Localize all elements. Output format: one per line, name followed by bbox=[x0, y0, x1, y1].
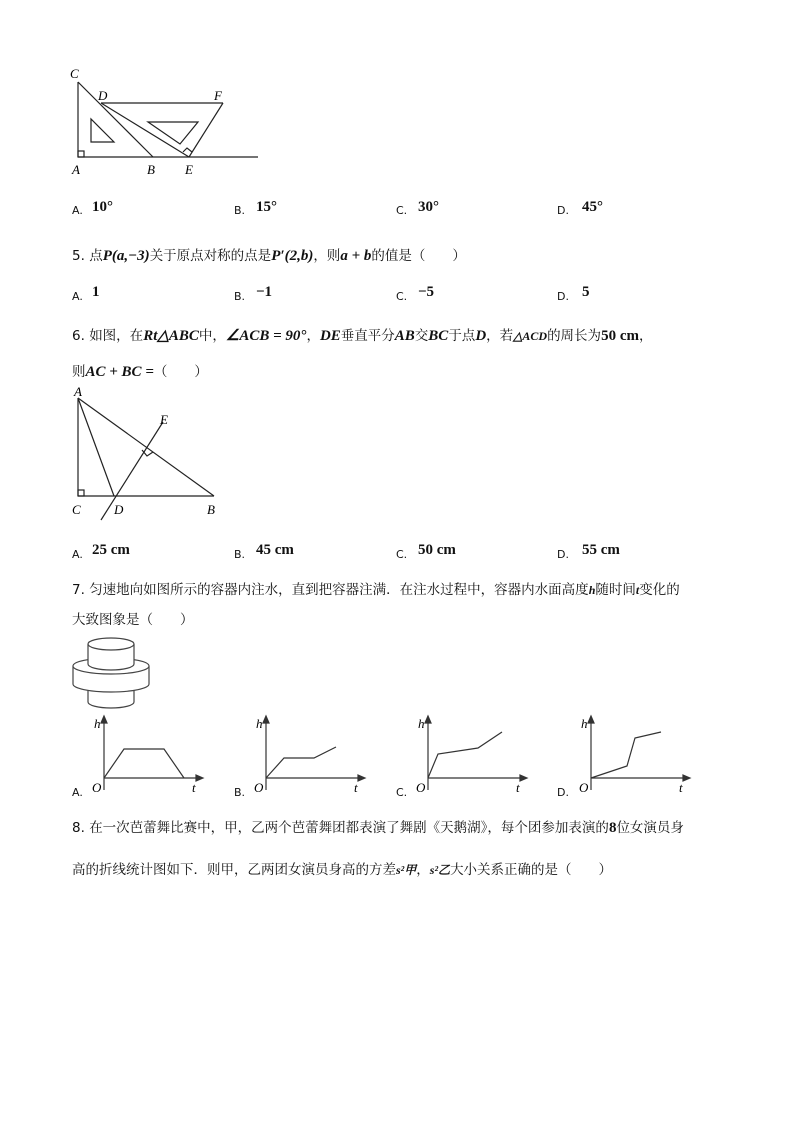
question-7-line-2 bbox=[72, 608, 194, 628]
q6-math-ab: AB bbox=[394, 328, 415, 344]
q6-text-6: 于点 bbox=[448, 328, 476, 344]
q6-text-5: 交 bbox=[414, 328, 429, 344]
q6-text-8: 的周长为 bbox=[547, 328, 602, 344]
q5-option-b-letter: B. bbox=[234, 290, 246, 303]
q5-option-d-value: 5 bbox=[582, 284, 590, 300]
graph-d-h-label: h bbox=[581, 716, 588, 731]
q5-text-2: 关于原点对称的点是 bbox=[149, 248, 272, 264]
q4-option-b-value: 15° bbox=[256, 199, 277, 215]
fig6-label-c: C bbox=[72, 502, 81, 517]
question-7-line-1 bbox=[72, 578, 680, 598]
q6-math-d: D bbox=[475, 328, 487, 344]
q8-text-2: 位女演员身 bbox=[616, 820, 684, 836]
q5-option-a-value: 1 bbox=[92, 284, 100, 300]
graph-b-t-label: t bbox=[354, 780, 358, 795]
q6-math-angle: ∠ACB = 90° bbox=[225, 328, 307, 344]
graph-d bbox=[575, 712, 695, 797]
q6-option-a-value: 25 cm bbox=[92, 542, 130, 558]
q6-option-b-letter: B. bbox=[234, 548, 246, 561]
q4-option-a-letter: A. bbox=[72, 204, 83, 217]
fig4-label-d: D bbox=[98, 88, 108, 103]
q7-number: 7. bbox=[72, 582, 85, 598]
q6-text-3: ， bbox=[306, 328, 320, 344]
q6-option-d-letter: D. bbox=[557, 548, 569, 561]
q4-option-c-letter: C. bbox=[396, 204, 408, 217]
fig6-label-d: D bbox=[114, 502, 124, 517]
q7-math-h: h bbox=[588, 583, 596, 597]
q6-option-c-letter: C. bbox=[396, 548, 408, 561]
question-8-line-2: 高的折线统计图如下．则甲，乙两团女演员身高的方差s²甲，s²乙大小关系正确的是（ ） bbox=[72, 862, 613, 878]
q6-math-bc: BC bbox=[428, 328, 449, 344]
q7-text-3: 变化的 bbox=[639, 582, 680, 598]
q6-text-11: （ ） bbox=[153, 364, 208, 380]
q6-math-de: DE bbox=[319, 328, 341, 344]
q6-option-b-value: 45 cm bbox=[256, 542, 294, 558]
fig4-label-f: F bbox=[214, 88, 222, 103]
q7-math-t: t bbox=[635, 583, 640, 597]
q6-number: 6. bbox=[72, 328, 85, 344]
graph-a-t-label: t bbox=[192, 780, 196, 795]
q4-option-d-value: 45° bbox=[582, 199, 603, 215]
q8-text-1: 在一次芭蕾舞比赛中，甲，乙两个芭蕾舞团都表演了舞剧《天鹅湖》，每个团参加表演的 bbox=[89, 820, 609, 836]
q6-option-d-value: 55 cm bbox=[582, 542, 620, 558]
q8-math-count: 8 bbox=[608, 820, 617, 836]
graph-b-h-label: h bbox=[256, 716, 263, 731]
fig4-label-c: C bbox=[70, 66, 79, 81]
set-squares-figure bbox=[68, 64, 268, 179]
fig4-label-b: B bbox=[147, 162, 155, 177]
graph-c-origin-label: O bbox=[416, 780, 426, 795]
graph-a-letter: A. bbox=[72, 786, 83, 799]
q5-option-c-letter: C. bbox=[396, 290, 408, 303]
q6-text-10: 则 bbox=[72, 364, 86, 380]
q6-math-triangle: Rt△ABC bbox=[143, 328, 199, 344]
q4-option-c-value: 30° bbox=[418, 199, 439, 215]
graph-b-letter: B. bbox=[234, 786, 246, 799]
graph-d-origin-label: O bbox=[579, 780, 589, 795]
question-5 bbox=[72, 244, 466, 265]
question-6-line-2 bbox=[72, 360, 208, 381]
q5-option-b-value: −1 bbox=[256, 284, 273, 300]
q6-text-9: ， bbox=[638, 328, 653, 344]
q5-number: 5. bbox=[72, 248, 85, 264]
q6-math-acd: △ACD bbox=[513, 329, 548, 343]
fig6-label-b: B bbox=[207, 502, 215, 517]
q5-option-d-letter: D. bbox=[557, 290, 569, 303]
q7-text-1: 匀速地向如图所示的容器内注水，直到把容器注满．在注水过程中，容器内水面高度 bbox=[89, 582, 589, 598]
graph-c-h-label: h bbox=[418, 716, 425, 731]
right-triangle-figure bbox=[68, 386, 238, 524]
q6-text-4: 垂直平分 bbox=[340, 328, 395, 344]
q5-option-a-letter: A. bbox=[72, 290, 83, 303]
graph-c bbox=[412, 712, 532, 797]
q8-text-3: 高的折线统计图如下．则甲，乙两团女演员身高的方差 bbox=[72, 862, 396, 878]
q6-text-1: 如图，在 bbox=[89, 328, 144, 344]
graph-b-origin-label: O bbox=[254, 780, 264, 795]
q6-math-perimeter: 50 cm bbox=[601, 328, 639, 344]
graph-c-letter: C. bbox=[396, 786, 408, 799]
q7-text-4: 大致图象是（ ） bbox=[72, 612, 194, 628]
fig4-label-e: E bbox=[185, 162, 193, 177]
graph-d-t-label: t bbox=[679, 780, 683, 795]
q5-option-c-value: −5 bbox=[418, 284, 435, 300]
q5-text-4: 的值是（ ） bbox=[371, 248, 466, 264]
graph-b bbox=[250, 712, 370, 797]
q6-option-a-letter: A. bbox=[72, 548, 83, 561]
fig4-label-a: A bbox=[72, 162, 80, 177]
graph-a-origin-label: O bbox=[92, 780, 102, 795]
q7-text-2: 随时间 bbox=[595, 582, 636, 598]
q6-text-7: ，若 bbox=[486, 328, 514, 344]
q5-math-p: P(a,−3) bbox=[102, 248, 150, 264]
container-figure bbox=[68, 636, 158, 712]
q5-text-1: 点 bbox=[89, 248, 103, 264]
fig6-label-a: A bbox=[74, 386, 82, 399]
fig6-label-e: E bbox=[160, 412, 168, 427]
graph-a-h-label: h bbox=[94, 716, 101, 731]
q5-math-sum: a + b bbox=[340, 248, 372, 264]
q4-option-a-value: 10° bbox=[92, 199, 113, 215]
q8-text-4: 大小关系正确的是（ ） bbox=[450, 862, 613, 878]
graph-a bbox=[88, 712, 208, 797]
q5-math-p-prime: P′(2,b) bbox=[271, 248, 314, 264]
q6-option-c-value: 50 cm bbox=[418, 542, 456, 558]
q4-option-d-letter: D. bbox=[557, 204, 569, 217]
q6-math-ac-bc: AC + BC = bbox=[85, 364, 154, 380]
q4-option-b-letter: B. bbox=[234, 204, 246, 217]
question-8-line-1 bbox=[72, 816, 684, 837]
graph-d-letter: D. bbox=[557, 786, 569, 799]
q8-math-variance-yi: s²乙 bbox=[429, 863, 451, 877]
q6-text-2: 中， bbox=[198, 328, 226, 344]
q8-math-variance-jia: s²甲 bbox=[396, 863, 417, 877]
graph-c-t-label: t bbox=[516, 780, 520, 795]
question-6-line-1 bbox=[72, 324, 652, 345]
q5-text-3: ，则 bbox=[313, 248, 341, 264]
q8-number: 8. bbox=[72, 820, 85, 836]
